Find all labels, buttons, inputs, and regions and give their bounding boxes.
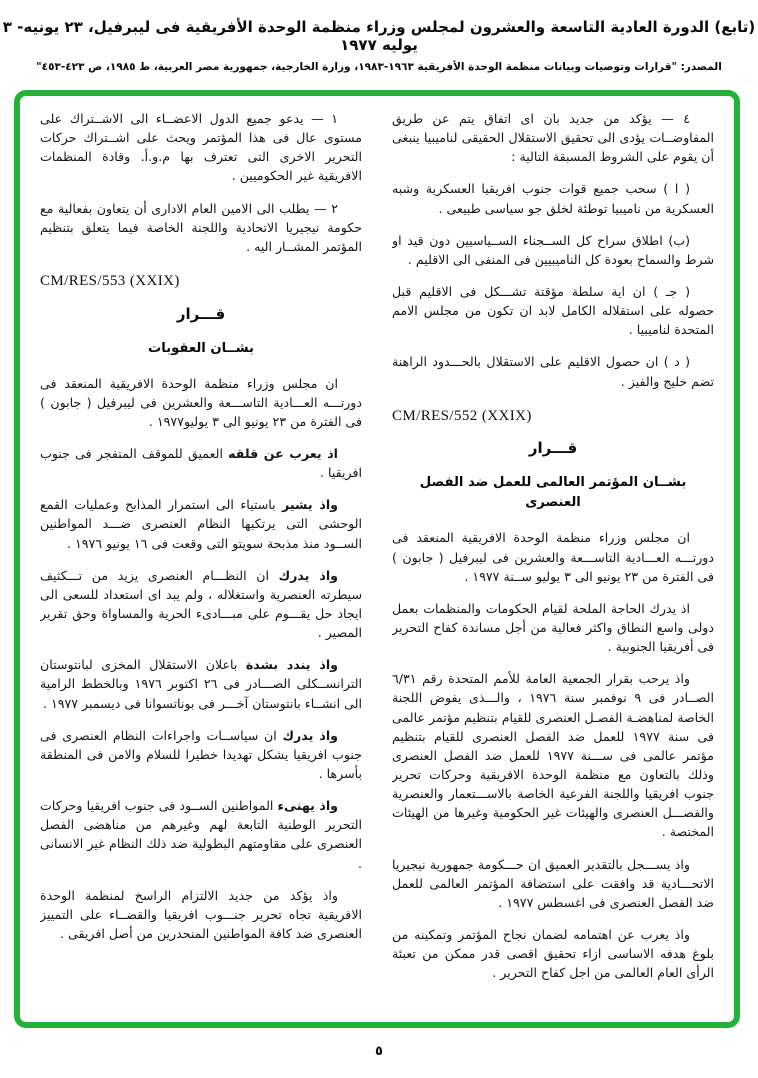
resolution-ref: CM/RES/553 (XXIX) <box>40 272 180 289</box>
paragraph <box>40 495 362 552</box>
document-frame <box>14 90 740 1028</box>
paragraph: ان مجلس وزراء منظمة الوحدة الافريقية المنعقد فى دورتـــه العـــادية التاســـعة والعشرين فى ليبرفيل ( جابون ) فى الفترة من ٢٣ يونيو الى ٣ يوليو١٩٧٧ . <box>40 375 362 429</box>
page-header <box>0 18 758 73</box>
page-number: ٥ <box>375 1044 383 1059</box>
paragraph-text: العميق للموقف المتفجر فى جنوب افريقيا . <box>40 446 362 481</box>
paragraph: ٢ — يطلب الى الامين العام الادارى أن يتعاون بفعالية مع حكومة نيجيريا الاتحادية واللجنة الخاصة فيما يتعلق بتنظيم المؤتمر المشــار اليه . <box>40 200 362 254</box>
paragraph: ( ا ) سحب جميع قوات جنوب افريقيا العسكرية وشبه العسكرية من ناميبيا توطئة لخلق جو سياسى طبيعى . <box>392 181 714 216</box>
paragraph-lead: واذ يندد بشدة <box>245 657 338 673</box>
paragraph: ان مجلس وزراء منظمة الوحدة الافريقية المنعقد فى دورتـــه العـــادية التاســـعة والعشرين فى ليبرفيل ( جابون ) فى الفترة من ٢٣ يونيو الى ٣ يوليو ســنة ١٩٧٧ . <box>392 530 714 584</box>
paragraph-text: ان سياســات واجراءات النظام العنصرى فى جنوب افريقيا يشكل تهديدا خطيرا للسلام والامن فى المنطقة بأسرها . <box>40 727 362 782</box>
paragraph: ( جـ ) ان اية سلطة مؤقتة تشـــكل فى الاقليم قبل حصوله على استقلاله الكامل لابد ان تكون من مجلس الامم المتحدة لناميبيا . <box>392 283 714 338</box>
paragraph: واذ يعرب عن اهتمامه لضمان نجاح المؤتمر وتمكينه من بلوغ هدفه الاساسى ازاء تحقيق اقصى قدر ممكن من تعبئة الرأى العام العالمى من اجل كفاح التحرير . <box>392 926 714 981</box>
paragraph: ٤ — يؤكد من جديد بان اى اتفاق يتم عن طريق المفاوضــات يؤدى الى تحقيق الاستقلال الحقيقى لناميبيا ينبغى أن يقوم على الشروط المسبقة التالية : <box>392 111 714 165</box>
paragraph: (ب) اطلاق سراح كل الســجناء الســياسيين دون قيد او شرط والسماح بعودة كل الناميبيين فى المنفى الى الاقليم . <box>392 232 714 267</box>
resolution-subject: بشــان المؤتمر العالمى للعمل ضد الفصل العنصرى <box>419 475 687 511</box>
paragraph-text: المواطنين الســود فى جنوب افريقيا وحركات التحرير الوطنية التابعة لهم وغيرهم من مناهضى الفصل العنصرى على مقاومتهم البطولية ضد ذلك النظام غير الانسانى . <box>40 798 362 871</box>
session-title: (تابع) الدورة العادية التاسعة والعشرون لمجلس وزراء منظمة الوحدة الأفريقية فى ليبرفيل، ٢٣ يونيه- ٣ يوليه ١٩٧٧ <box>2 18 756 54</box>
paragraph <box>40 655 362 712</box>
paragraph-lead: اذ يعرب عن قلقه <box>228 446 338 462</box>
paragraph: ( د ) ان حصول الاقليم على الاستقلال بالحـــدود الراهنة تضم خليج والفيز . <box>392 354 714 389</box>
paragraph <box>40 726 362 783</box>
paragraph-text: باعلان الاستقلال المخزى لبانتوستان الترانســكلى الصـــادر فى ٢٦ اكتوبر ١٩٧٦ وبالخطط الرامية الى انشــاء بانتوستان آخـــر فى بوناتسوانا فى ديسمبر ١٩٧٧ . <box>40 657 362 711</box>
paragraph: واذ يســـجل بالتقدير العميق ان حـــكومة جمهورية نيجيريا الاتحـــادية قد وافقت على استضافة المؤتمر العالمى للعمل ضد الفصل العنصرى فى اغسطس ١٩٧٧ . <box>392 856 714 910</box>
resolution-heading: قـــرار <box>176 304 226 323</box>
two-column-layout <box>40 109 714 1012</box>
page-footer <box>0 1040 758 1059</box>
resolution-heading: قـــرار <box>528 439 578 458</box>
paragraph-lead: واذ يدرك <box>278 567 338 583</box>
paragraph: واذ يرحب بقرار الجمعية العامة للأمم المتحدة رقم ٦/٣١ الصــادر فى ٩ نوفمبر سنة ١٩٧٦ ، والـــذى يفوض اللجنة الخاصة لمناهضـة الفصـل العنصرى للقيام بتنظيم مؤتمر عالمى فى سنة ١٩٧٧ للعمل ضد الفصل العنصرى للقيام بتنظيم مؤتمر عالمى فى ســـنة ١٩٧٧ للعمل ضد الفصل العنصرى وذلك بالتعاون مع منظمة الوحدة الافريقية وحركات تحرير جنوب افريقيا واللجنة الفرعية الخاصة بالاســـتعمار والعنصرية والفصـــل العنصرى والهيئات غير الحكومية وغيرها من الهيئات المختصة . <box>392 671 714 840</box>
paragraph: ١ — يدعو جميع الدول الاعضــاء الى الاشــتراك على مستوى عال فى هذا المؤتمر ويحث على اشــتراك حركات التحرير الاخرى التى تعترف بها م.و.أ. وقادة المنظمات الافريقية غير الحكوميين . <box>40 111 362 184</box>
column-left <box>40 109 362 1012</box>
paragraph-text: ان النظـــام العنصرى يزيد من تـــكثيف سيطرته العنصرية واستغلاله ، ولم يبد اى استعداد للسعى الى ايجاد حل يقـــوم على مبـــادىء الحرية والمساواة وحق تقرير المصير . <box>40 567 362 641</box>
paragraph-lead: واذ يهنىء <box>277 798 338 814</box>
paragraph: اذ يدرك الحاجة الملحة لقيام الحكومات والمنظمات بعمل دولى واسع النطاق واكثر فعالية من أجل مساندة كفاح التحرير فى أفريقيا الجنوبية . <box>392 600 714 655</box>
paragraph <box>40 796 362 873</box>
paragraph-lead: واذ يشير <box>282 497 339 513</box>
resolution-subject: بشــان العقوبات <box>147 340 254 356</box>
resolution-ref: CM/RES/552 (XXIX) <box>392 407 532 424</box>
paragraph: واذ يؤكد من جديد الالتزام الراسخ لمنظمة الوحدة الافريقية تجاه تحرير جنـــوب افريقيا والقضــاء على التمييز العنصرى ضد كافة المواطنين المنحدرين من أصل افريقى . <box>40 887 362 942</box>
paragraph-text: باستياء الى استمرار المذابح وعمليات القمع الوحشى التى يرتكبها النظام العنصرى ضـــد المواطنين الســود منذ مذبحة سويتو التى وقعت فى ١٦ يونيو ١٩٧٦ . <box>40 497 362 551</box>
paragraph-lead: واذ يدرك <box>282 727 338 743</box>
column-right <box>392 109 714 1012</box>
paragraph <box>40 444 362 482</box>
paragraph <box>40 566 362 643</box>
source-citation: المصدر: "قرارات وتوصيات وبيانات منظمة الوحدة الأفريقية ١٩٦٣-١٩٨٣، وزارة الخارجية، جمهورية مصر العربية، ط ١٩٨٥، ص ٤٢٣-٤٥٣" <box>36 61 722 73</box>
